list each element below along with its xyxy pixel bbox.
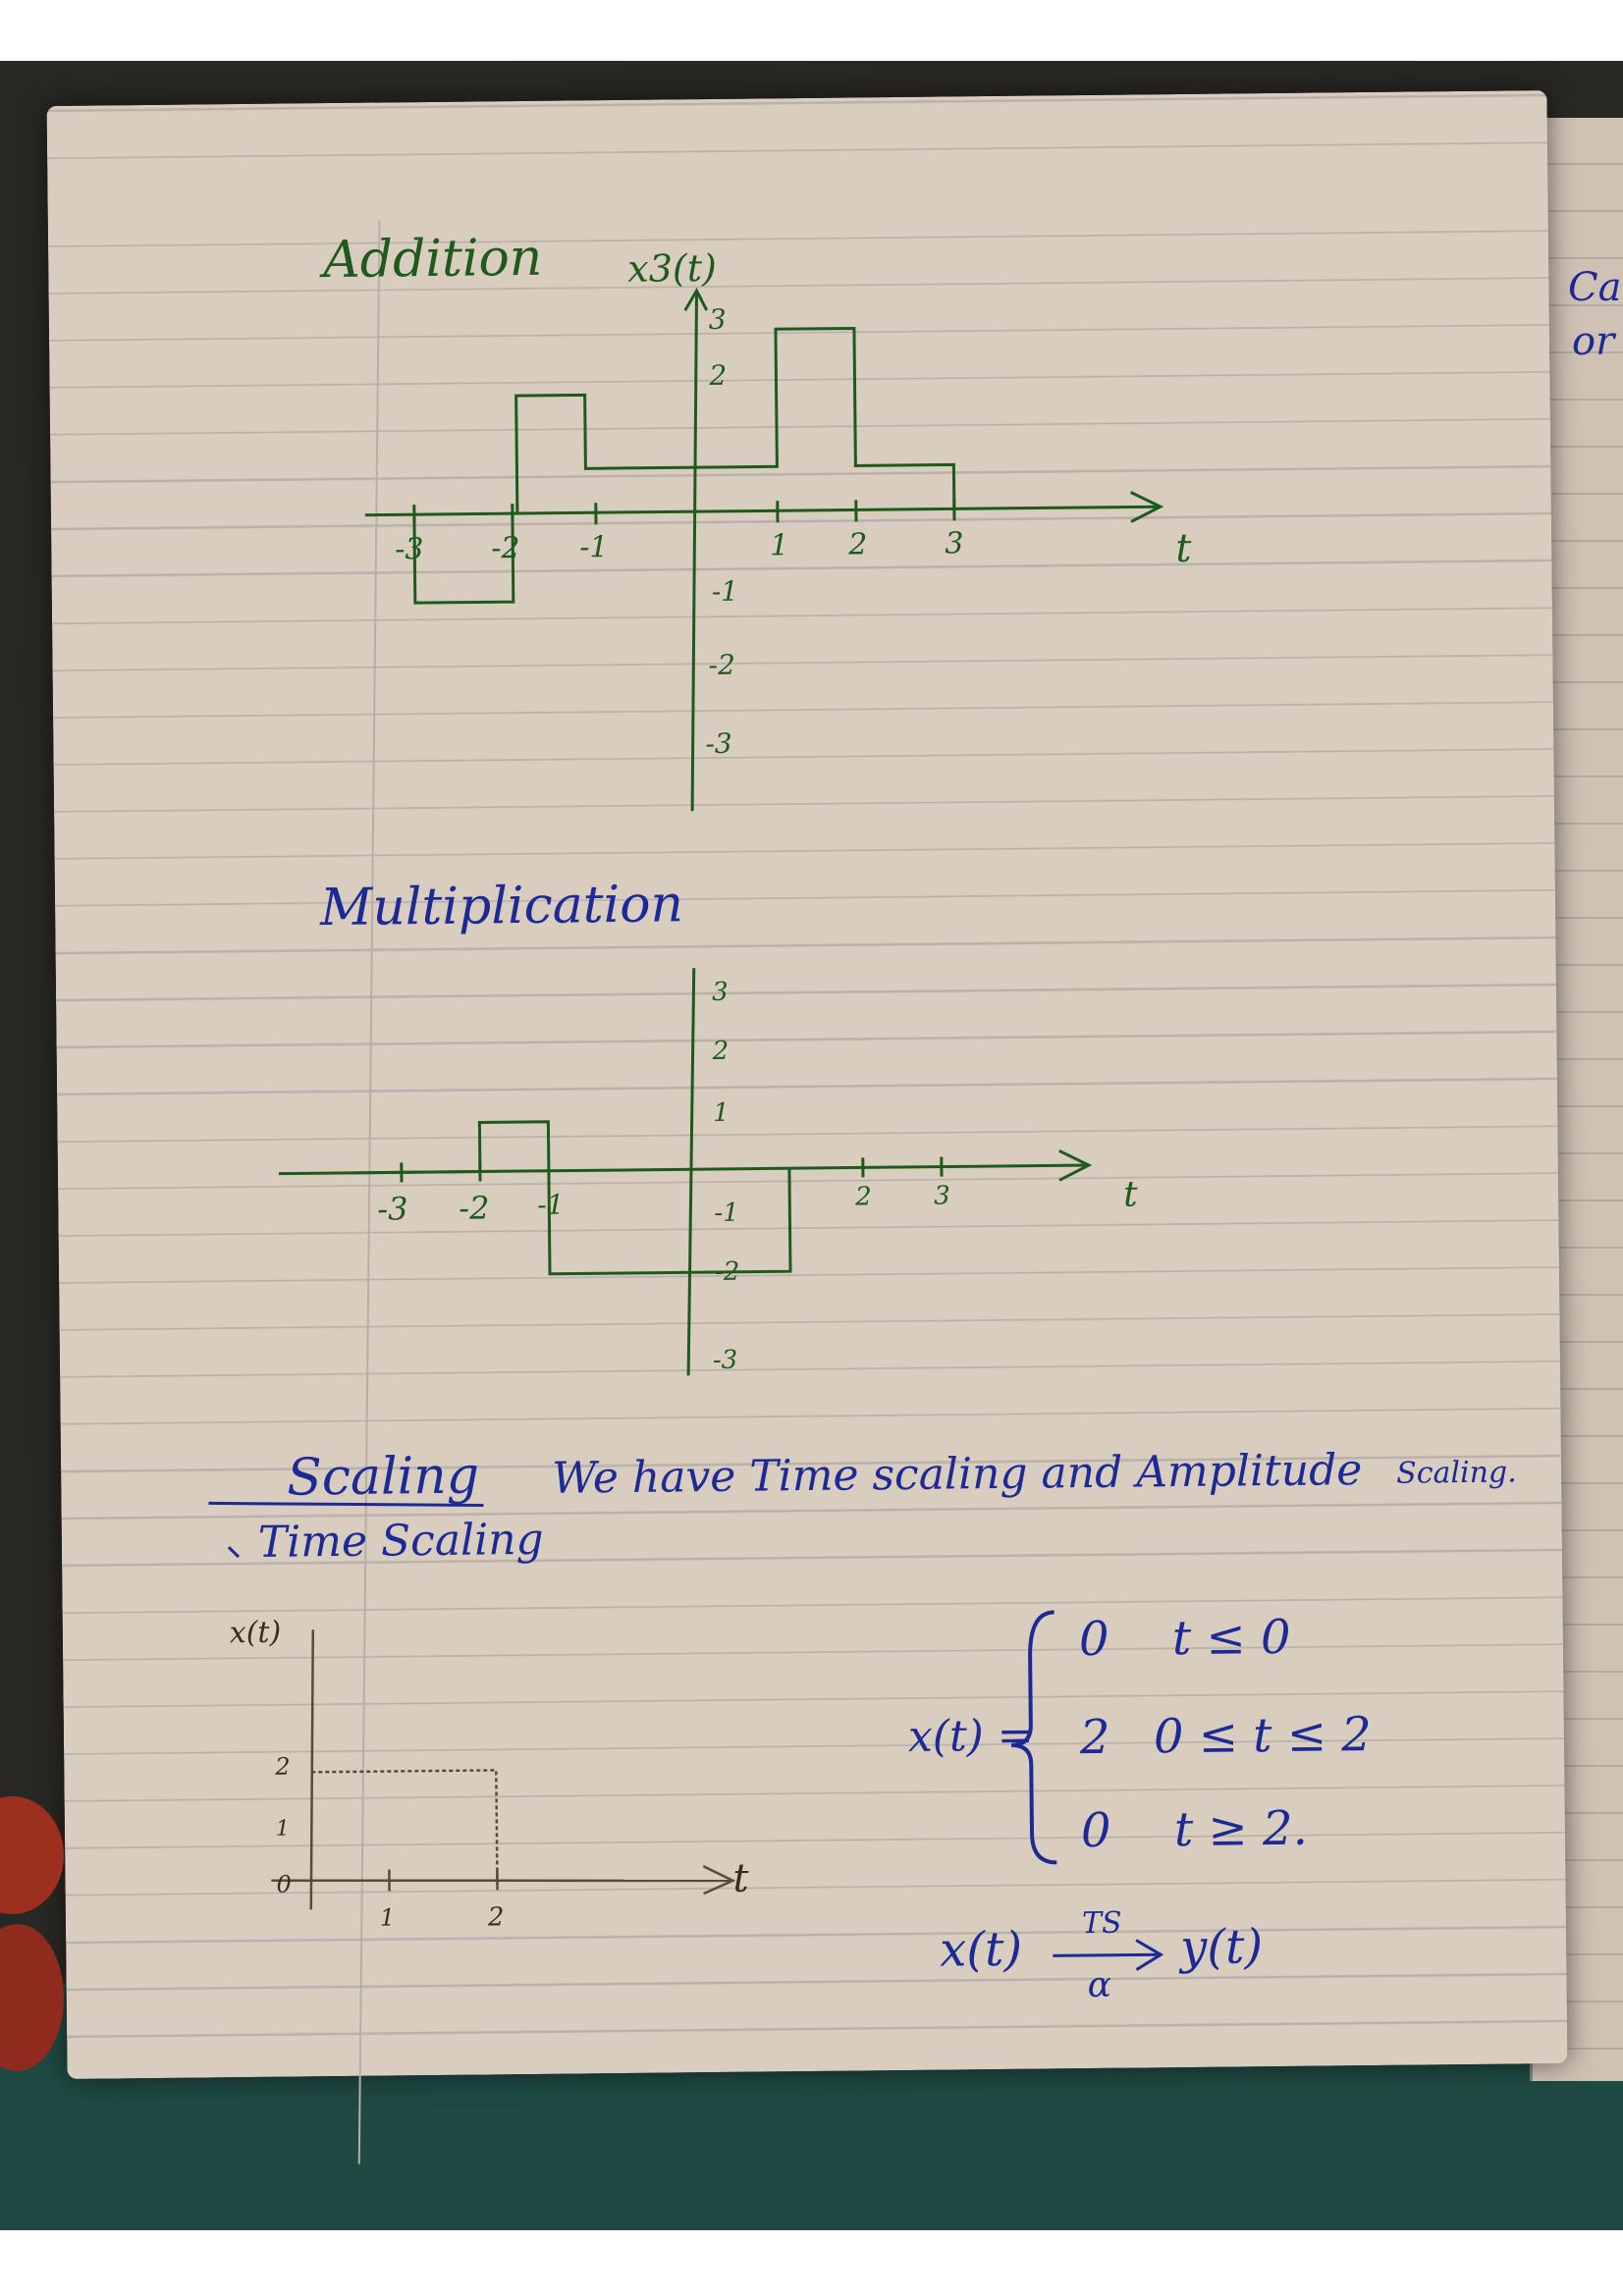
operation-input: x(t) (939, 1921, 1023, 1978)
ts-signal (311, 1770, 497, 1882)
operation-output: y(t) (1179, 1919, 1264, 1976)
addition-x-tick-m2: -2 (491, 531, 520, 566)
addition-heading: Addition (322, 228, 543, 291)
multiplication-x-tick-m2: -2 (459, 1189, 490, 1227)
multiplication-y-tick-1: 1 (713, 1097, 730, 1129)
scaling-check-mark (229, 1547, 239, 1557)
addition-y-tick-m1: -1 (711, 574, 739, 608)
multiplication-t-label: t (1122, 1174, 1138, 1215)
handwritten-graphs (47, 90, 1568, 2079)
multiplication-x-tick-m1: -1 (537, 1188, 565, 1221)
time-scaling-graph (269, 1626, 733, 1910)
addition-y-tick-3: 3 (708, 302, 727, 337)
addition-x-tick-1: 1 (770, 528, 789, 563)
addition-y-tick-2: 2 (709, 358, 728, 393)
addition-x-tick-2: 2 (848, 527, 868, 562)
ts-origin-label: 0 (276, 1870, 292, 1898)
addition-axis-label: x3(t) (627, 245, 718, 291)
addition-x-axis (365, 507, 1161, 514)
scaling-intro: We have Time scaling and Amplitude (551, 1445, 1363, 1504)
multiplication-y-tick-m3: -3 (712, 1345, 738, 1376)
multiplication-y-tick-m1: -1 (714, 1198, 739, 1228)
next-page-fragment-2: or (1572, 319, 1615, 364)
addition-y-tick-m3: -3 (705, 726, 732, 761)
ts-axis-label: x(t) (229, 1615, 282, 1651)
ts-t-label: t (732, 1855, 749, 1901)
ts-y-tick-2: 2 (275, 1752, 291, 1781)
ts-y-axis (308, 1629, 316, 1909)
case-2-condition: 0 ≤ t ≤ 2 (1153, 1707, 1373, 1765)
case-2-value: 2 (1079, 1709, 1110, 1766)
multiplication-x-tick-2: 2 (855, 1182, 872, 1212)
definition-lhs: x(t) = (907, 1710, 1034, 1762)
multiplication-y-tick-3: 3 (711, 977, 729, 1008)
time-scaling-subheading: Time Scaling (257, 1514, 544, 1568)
multiplication-y-tick-2: 2 (712, 1036, 730, 1067)
addition-t-label: t (1175, 525, 1192, 572)
next-page-fragment-1: Ca (1568, 265, 1622, 310)
case-3-condition: t ≥ 2. (1173, 1800, 1309, 1858)
multiplication-graph (277, 964, 1091, 1380)
scaling-heading: Scaling (286, 1446, 480, 1508)
addition-x-tick-m1: -1 (579, 530, 609, 565)
addition-x-tick-m3: -3 (395, 532, 424, 567)
multiplication-heading: Multiplication (319, 875, 684, 938)
addition-y-axis (687, 291, 703, 811)
case-3-value: 0 (1080, 1802, 1111, 1859)
ts-x-axis (271, 1876, 732, 1886)
operation-top: TS (1081, 1905, 1122, 1942)
multiplication-x-tick-3: 3 (934, 1181, 950, 1211)
notebook-page (47, 90, 1568, 2079)
multiplication-x-tick-m3: -3 (377, 1190, 408, 1228)
addition-y-tick-m2: -2 (708, 648, 735, 682)
addition-x-tick-3: 3 (945, 526, 964, 561)
multiplication-y-axis (684, 968, 698, 1375)
scaling-intro-extra: Scaling. (1395, 1455, 1517, 1491)
ts-x-tick-2: 2 (487, 1902, 505, 1933)
ts-y-tick-1: 1 (275, 1816, 291, 1842)
operation-bottom: α (1087, 1964, 1112, 2006)
case-1-value: 0 (1078, 1611, 1109, 1668)
multiplication-y-tick-m2: -2 (714, 1256, 740, 1287)
addition-graph (363, 286, 1164, 814)
case-1-condition: t ≤ 0 (1171, 1609, 1291, 1667)
ts-x-tick-1: 1 (379, 1903, 396, 1932)
